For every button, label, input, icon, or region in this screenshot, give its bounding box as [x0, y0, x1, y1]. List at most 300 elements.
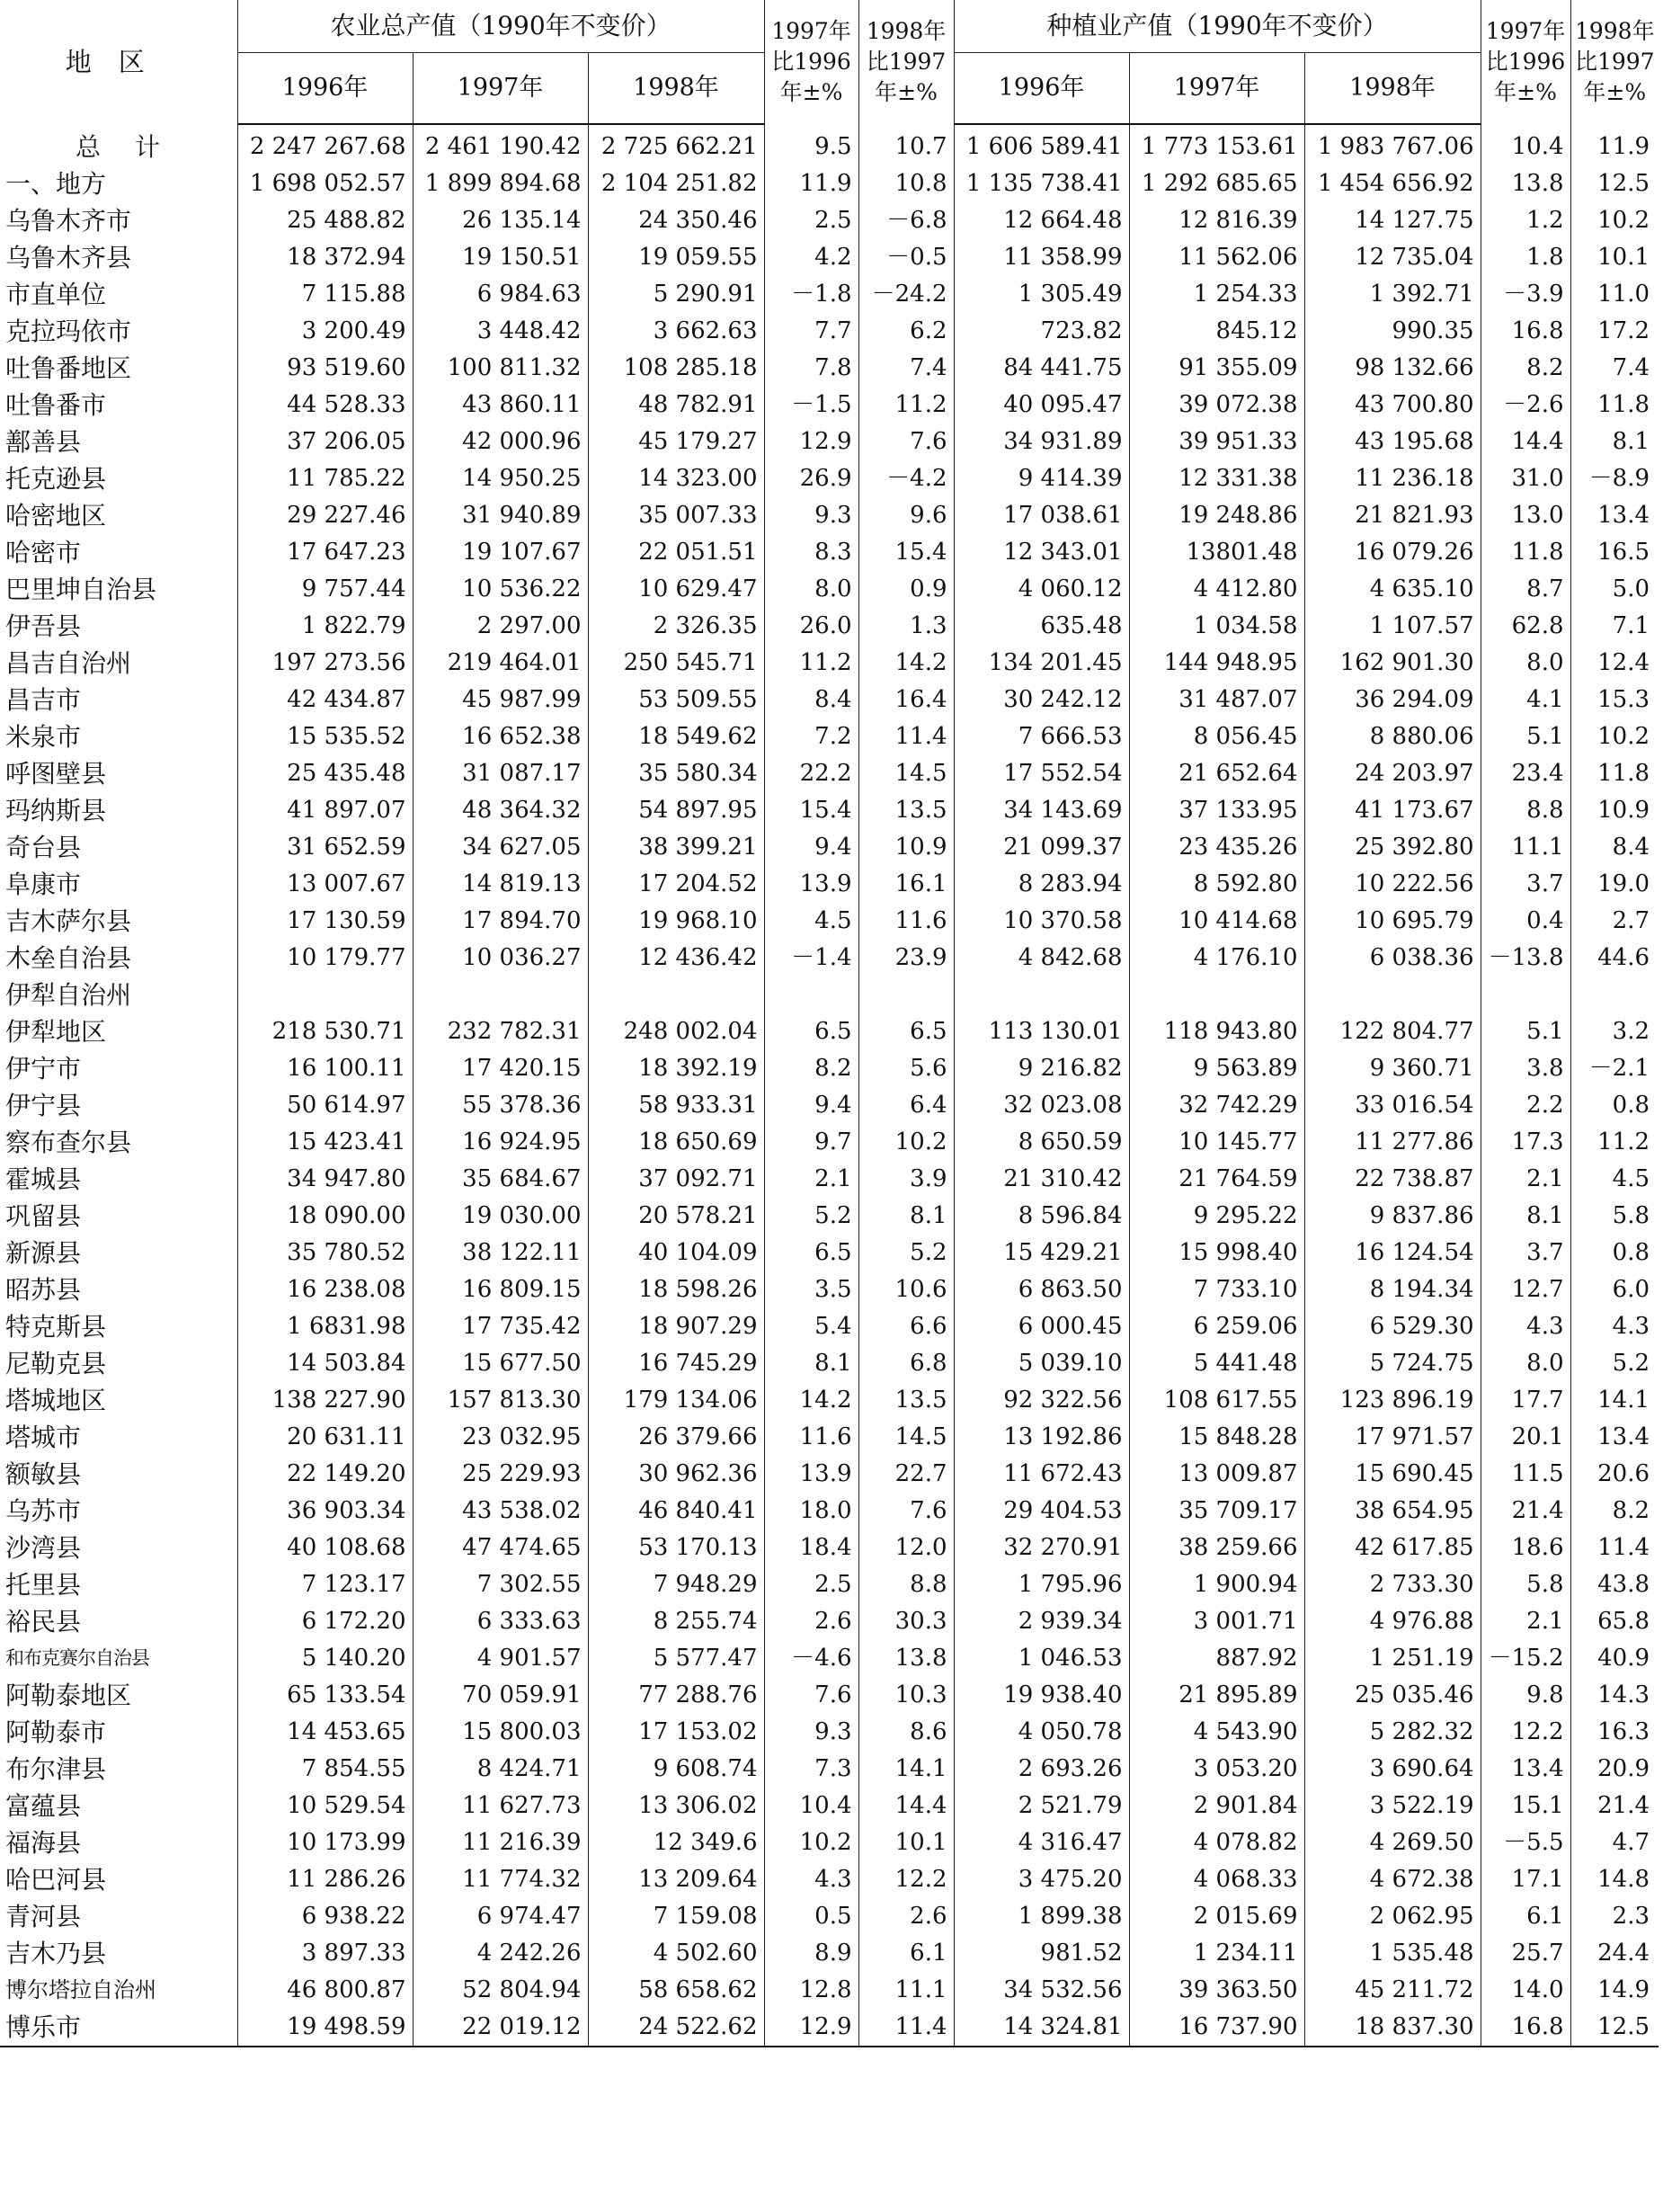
agri-1997: 3 448.42: [413, 313, 588, 350]
region-name: 福海县: [0, 1824, 237, 1861]
crop-pct-1998: 7.4: [1612, 354, 1650, 381]
crop-1996: 981.52: [954, 1935, 1129, 1972]
table-row: [0, 1972, 1659, 2009]
agri-pct-1997: 9.3: [764, 497, 858, 534]
table-row: [0, 1861, 1659, 1898]
agri-pct-1997: 26.0: [764, 608, 858, 645]
region-name: 乌苏市: [0, 1493, 237, 1530]
crop-pct-1997: －5.5: [1481, 1824, 1570, 1861]
crop-pct-1997: 2.1: [1481, 1161, 1570, 1198]
crop-1996: 11 672.43: [954, 1456, 1129, 1493]
crop-1997: 11 562.06: [1129, 239, 1304, 276]
agri-pct-1998: 10.7: [858, 124, 954, 165]
agri-1996: 41 897.07: [237, 792, 413, 829]
agri-1996: 10 173.99: [237, 1824, 413, 1861]
agri-1998: 18 598.26: [588, 1271, 764, 1308]
crop-pct-1997: 21.4: [1481, 1493, 1570, 1530]
agri-1996: 25 488.82: [237, 202, 413, 239]
agri-1997: 43 860.11: [413, 387, 588, 424]
crop-1998: 45 211.72: [1304, 1972, 1481, 2009]
crop-pct-1998: 8.4: [1612, 834, 1650, 861]
crop-pct-1998: 11.9: [1597, 132, 1650, 160]
crop-pct-1997: 2.2: [1481, 1087, 1570, 1124]
agri-pct-1998: 14.5: [858, 755, 954, 792]
crop-pct-1998: 13.4: [1597, 1423, 1650, 1450]
table-row: [0, 682, 1659, 718]
region-name: 奇台县: [0, 829, 237, 866]
crop-pct-1997: 17.1: [1481, 1861, 1570, 1898]
agri-1998: 77 288.76: [588, 1677, 764, 1714]
agri-1996: 22 149.20: [237, 1456, 413, 1493]
crop-pct-1998: －8.9: [1588, 465, 1650, 492]
crop-1997: 887.92: [1129, 1640, 1304, 1677]
crop-1997: 21 895.89: [1129, 1677, 1304, 1714]
crop-1996: 113 130.01: [954, 1013, 1129, 1050]
agri-1998: 17 204.52: [588, 866, 764, 903]
agri-1997: 17 420.15: [413, 1050, 588, 1087]
agri-1996: 9 757.44: [237, 571, 413, 608]
region-name: 伊宁市: [0, 1050, 237, 1087]
crop-1997: 118 943.80: [1129, 1013, 1304, 1050]
crop-pct-1997: 9.8: [1481, 1677, 1570, 1714]
agri-1998: 18 392.19: [588, 1050, 764, 1087]
agri-1998: 2 725 662.21: [588, 124, 764, 165]
agri-pct-1997: 18.4: [764, 1530, 858, 1566]
agri-pct-1998: 16.4: [858, 682, 954, 718]
agri-output-group-header: 农业总产值（1990年不变价）: [237, 0, 764, 53]
crop-1998: 10 695.79: [1304, 903, 1481, 940]
region-name: 阜康市: [0, 866, 237, 903]
agri-pct-1998: 5.6: [858, 1050, 954, 1087]
region-name: 昭苏县: [0, 1271, 237, 1308]
crop-1996: 15 429.21: [954, 1235, 1129, 1271]
crop-1996: 11 358.99: [954, 239, 1129, 276]
agri-1998: 54 897.95: [588, 792, 764, 829]
crop-1998: 4 635.10: [1304, 571, 1481, 608]
table-row: [0, 1566, 1659, 1603]
crop-1998: 17 971.57: [1304, 1419, 1481, 1456]
crop-pct-1997: 18.6: [1481, 1530, 1570, 1566]
crop-1998: 3 690.64: [1304, 1751, 1481, 1788]
crop-pct-1998: 5.0: [1612, 575, 1650, 602]
crop-1997: [1129, 977, 1304, 1013]
crop-pct-1998: 10.1: [1597, 244, 1650, 271]
agri-pct-1997: 7.6: [764, 1677, 858, 1714]
region-name: 托里县: [0, 1566, 237, 1603]
agri-1996: 7 854.55: [237, 1751, 413, 1788]
agri-1997: 55 378.36: [413, 1087, 588, 1124]
agri-1996: 7 115.88: [237, 276, 413, 313]
crop-1996: 29 404.53: [954, 1493, 1129, 1530]
agri-pct-1997: 7.3: [764, 1751, 858, 1788]
agri-1997: 43 538.02: [413, 1493, 588, 1530]
agri-1996: 138 227.90: [237, 1382, 413, 1419]
agri-1996: 29 227.46: [237, 497, 413, 534]
agri-1996: 6 938.22: [237, 1898, 413, 1935]
region-name: 克拉玛依市: [0, 313, 237, 350]
agri-pct-1998: 14.5: [858, 1419, 954, 1456]
crop-pct-1997: 15.1: [1481, 1788, 1570, 1824]
crop-1996: 6 863.50: [954, 1271, 1129, 1308]
agri-1997: 219 464.01: [413, 645, 588, 682]
crop-1998: 14 127.75: [1304, 202, 1481, 239]
agri-pct-1997: 15.4: [764, 792, 858, 829]
crop-year-1998-header: 1998年: [1304, 53, 1481, 125]
agri-pct-1997: 4.3: [764, 1861, 858, 1898]
crop-1996: 30 242.12: [954, 682, 1129, 718]
agri-1997: 70 059.91: [413, 1677, 588, 1714]
agri-1998: 40 104.09: [588, 1235, 764, 1271]
agri-1998: 3 662.63: [588, 313, 764, 350]
agri-pct-1997: 12.8: [764, 1972, 858, 2009]
region-name: 吉木萨尔县: [0, 903, 237, 940]
region-name: 一、地方: [0, 165, 237, 202]
agri-1996: 3 200.49: [237, 313, 413, 350]
agri-pct-1997: 8.4: [764, 682, 858, 718]
agri-pct-1998: 13.8: [858, 1640, 954, 1677]
crop-1998: 8 880.06: [1304, 718, 1481, 755]
crop-1998: 2 062.95: [1304, 1898, 1481, 1935]
agri-pct-1998: 0.9: [858, 571, 954, 608]
crop-pct-1998: 12.4: [1597, 649, 1650, 676]
region-name: 阿勒泰市: [0, 1714, 237, 1751]
crop-1997: 10 145.77: [1129, 1124, 1304, 1161]
agri-1996: 25 435.48: [237, 755, 413, 792]
crop-pct-1998: 11.8: [1597, 760, 1650, 787]
agri-1998: 4 502.60: [588, 1935, 764, 1972]
agri-pct-1998: 12.0: [858, 1530, 954, 1566]
agri-1997: 15 677.50: [413, 1345, 588, 1382]
crop-1998: 16 124.54: [1304, 1235, 1481, 1271]
agri-1997: 38 122.11: [413, 1235, 588, 1271]
region-name: 鄯善县: [0, 424, 237, 460]
agri-1996: 16 238.08: [237, 1271, 413, 1308]
agri-1998: 13 209.64: [588, 1861, 764, 1898]
agri-1996: 42 434.87: [237, 682, 413, 718]
crop-1998: 43 700.80: [1304, 387, 1481, 424]
crop-pct-1997: 8.1: [1481, 1198, 1570, 1235]
table-body: [0, 124, 1659, 2047]
agri-1996: 40 108.68: [237, 1530, 413, 1566]
crop-1996: 84 441.75: [954, 350, 1129, 387]
agri-1996: 36 903.34: [237, 1493, 413, 1530]
agri-1997: 45 987.99: [413, 682, 588, 718]
agri-1996: 34 947.80: [237, 1161, 413, 1198]
agri-1998: 12 436.42: [588, 940, 764, 977]
region-name: 伊犁地区: [0, 1013, 237, 1050]
table-row: [0, 387, 1659, 424]
table-row: [0, 1271, 1659, 1308]
crop-pct-1998: 20.6: [1597, 1460, 1650, 1487]
agri-1998: 9 608.74: [588, 1751, 764, 1788]
agri-pct-1998: 12.2: [858, 1861, 954, 1898]
crop-1997: 7 733.10: [1129, 1271, 1304, 1308]
region-name: 市直单位: [0, 276, 237, 313]
crop-1996: 3 475.20: [954, 1861, 1129, 1898]
crop-1997: 2 015.69: [1129, 1898, 1304, 1935]
agri-1996: [237, 977, 413, 1013]
crop-pct-1997: 6.1: [1481, 1898, 1570, 1935]
agri-pct-1998: 11.4: [858, 718, 954, 755]
crop-1998: 16 079.26: [1304, 534, 1481, 571]
crop-1997: 15 848.28: [1129, 1419, 1304, 1456]
agri-1996: 15 423.41: [237, 1124, 413, 1161]
agri-pct-1998: 8.8: [858, 1566, 954, 1603]
crop-1998: 41 173.67: [1304, 792, 1481, 829]
agri-pct-1997: 9.5: [764, 124, 858, 165]
table-row: [0, 1530, 1659, 1566]
table-row: [0, 1345, 1659, 1382]
agri-1997: 34 627.05: [413, 829, 588, 866]
agri-pct-1998: 2.6: [858, 1898, 954, 1935]
crop-1998: 4 269.50: [1304, 1824, 1481, 1861]
crop-1998: 4 976.88: [1304, 1603, 1481, 1640]
crop-1996: 4 060.12: [954, 571, 1129, 608]
table-row: [0, 1677, 1659, 1714]
agri-1997: 6 974.47: [413, 1898, 588, 1935]
agri-1998: 8 255.74: [588, 1603, 764, 1640]
agri-pct-1998: 7.6: [858, 1493, 954, 1530]
pct-1997-header: [764, 0, 858, 124]
agri-pct-1998: 23.9: [858, 940, 954, 977]
crop-1998: 162 901.30: [1304, 645, 1481, 682]
crop-pct-1998: 12.5: [1597, 170, 1650, 197]
crop-1998: 25 035.46: [1304, 1677, 1481, 1714]
agri-1998: 108 285.18: [588, 350, 764, 387]
agri-1998: 58 933.31: [588, 1087, 764, 1124]
agri-1998: 18 650.69: [588, 1124, 764, 1161]
agri-1997: 31 940.89: [413, 497, 588, 534]
agri-1998: 38 399.21: [588, 829, 764, 866]
agri-pct-1997: 2.6: [764, 1603, 858, 1640]
agri-pct-1997: 22.2: [764, 755, 858, 792]
region-name: 塔城市: [0, 1419, 237, 1456]
crop-pct-1997: 13.0: [1481, 497, 1570, 534]
crop-pct-1998: 6.0: [1612, 1276, 1650, 1303]
agri-pct-1997: [764, 977, 858, 1013]
agri-1996: 1 698 052.57: [237, 165, 413, 202]
agri-1997: 14 819.13: [413, 866, 588, 903]
crop-1996: 1 135 738.41: [954, 165, 1129, 202]
crop-pct-1998: 0.8: [1612, 1092, 1650, 1119]
agri-year-1996-header: 1996年: [237, 53, 413, 125]
agri-1997: 19 030.00: [413, 1198, 588, 1235]
crop-1996: 12 664.48: [954, 202, 1129, 239]
region-name: 阿勒泰地区: [0, 1677, 237, 1714]
agri-1997: 100 811.32: [413, 350, 588, 387]
crop-1998: 10 222.56: [1304, 866, 1481, 903]
agri-1997: 6 333.63: [413, 1603, 588, 1640]
crop-1996: 8 283.94: [954, 866, 1129, 903]
table-row: [0, 718, 1659, 755]
crop-1998: 43 195.68: [1304, 424, 1481, 460]
agri-1998: 48 782.91: [588, 387, 764, 424]
agri-1998: 7 948.29: [588, 1566, 764, 1603]
crop-1996: 21 099.37: [954, 829, 1129, 866]
crop-pct-1998: 40.9: [1597, 1645, 1650, 1672]
table-row: [0, 1235, 1659, 1271]
crop-1996: 1 046.53: [954, 1640, 1129, 1677]
agri-1996: 13 007.67: [237, 866, 413, 903]
crop-pct-1997: 4.1: [1481, 682, 1570, 718]
region-name: 哈密地区: [0, 497, 237, 534]
agri-1998: 7 159.08: [588, 1898, 764, 1935]
crop-1996: 34 931.89: [954, 424, 1129, 460]
agri-pct-1997: 5.4: [764, 1308, 858, 1345]
crop-pct-1998: 4.5: [1612, 1165, 1650, 1192]
crop-1997: 38 259.66: [1129, 1530, 1304, 1566]
crop-1997: 1 773 153.61: [1129, 124, 1304, 165]
crop-pct-1998: 11.8: [1597, 391, 1650, 418]
crop-1997: 39 951.33: [1129, 424, 1304, 460]
crop-1998: 5 724.75: [1304, 1345, 1481, 1382]
agri-pct-1997: 11.6: [764, 1419, 858, 1456]
crop-pct-1998: 20.9: [1597, 1755, 1650, 1782]
crop-pct-1997: 3.7: [1481, 1235, 1570, 1271]
crop-1996: 19 938.40: [954, 1677, 1129, 1714]
crop-1997: 39 072.38: [1129, 387, 1304, 424]
crop-pct-1997: 5.8: [1481, 1566, 1570, 1603]
agri-pct-1997: 6.5: [764, 1013, 858, 1050]
crop-pct-1997: 8.2: [1481, 350, 1570, 387]
region-name: 呼图壁县: [0, 755, 237, 792]
crop-pct-1997: 20.1: [1481, 1419, 1570, 1456]
crop-1996: 4 842.68: [954, 940, 1129, 977]
agri-1996: 6 172.20: [237, 1603, 413, 1640]
agri-pct-1997: 7.7: [764, 313, 858, 350]
agri-pct-1997: 13.9: [764, 866, 858, 903]
crop-pct-1998: 8.2: [1612, 1497, 1650, 1524]
region-name: 哈密市: [0, 534, 237, 571]
crop-pct-1997: 13.4: [1481, 1751, 1570, 1788]
table-row: [0, 202, 1659, 239]
agri-1998: 37 092.71: [588, 1161, 764, 1198]
agri-1998: 35 580.34: [588, 755, 764, 792]
crop-pct-1997: －2.6: [1481, 387, 1570, 424]
crop-1997: 1 292 685.65: [1129, 165, 1304, 202]
table-row: [0, 350, 1659, 387]
crop-1996: 8 596.84: [954, 1198, 1129, 1235]
agri-1996: 31 652.59: [237, 829, 413, 866]
crop-1998: 122 804.77: [1304, 1013, 1481, 1050]
region-name: 木垒自治县: [0, 940, 237, 977]
crop-1996: 2 693.26: [954, 1751, 1129, 1788]
table-row: [0, 1898, 1659, 1935]
agri-1996: 218 530.71: [237, 1013, 413, 1050]
crop-pct-1997: 11.8: [1481, 534, 1570, 571]
crop-1998: 1 983 767.06: [1304, 124, 1481, 165]
crop-1997: 39 363.50: [1129, 1972, 1304, 2009]
agri-pct-1997: 7.2: [764, 718, 858, 755]
crop-1996: 14 324.81: [954, 2009, 1129, 2047]
crop-1996: 1 795.96: [954, 1566, 1129, 1603]
table-row: [0, 534, 1659, 571]
crop-pct-1998: 14.3: [1597, 1681, 1650, 1708]
agri-1997: 42 000.96: [413, 424, 588, 460]
crop-pct-1998: 5.8: [1612, 1202, 1650, 1229]
table-row: [0, 460, 1659, 497]
agri-1997: 4 242.26: [413, 1935, 588, 1972]
crop-pct-1997: 25.7: [1481, 1935, 1570, 1972]
agri-pct-1997: －1.8: [764, 276, 858, 313]
table-row: [0, 1714, 1659, 1751]
crop-pct-1997: 62.8: [1481, 608, 1570, 645]
pct-1998-line1: 1998年: [866, 18, 947, 44]
crop-1997: 8 056.45: [1129, 718, 1304, 755]
crop-1998: 6 038.36: [1304, 940, 1481, 977]
region-name: 额敏县: [0, 1456, 237, 1493]
agri-pct-1998: 9.6: [858, 497, 954, 534]
region-name: 巴里坤自治县: [0, 571, 237, 608]
crop-pct-1998: 21.4: [1597, 1792, 1650, 1819]
crop-1997: 1 034.58: [1129, 608, 1304, 645]
region-name: 特克斯县: [0, 1308, 237, 1345]
crop-1997: 4 176.10: [1129, 940, 1304, 977]
agri-pct-1998: 5.2: [858, 1235, 954, 1271]
crop-1996: 9 216.82: [954, 1050, 1129, 1087]
crop-1996: 34 143.69: [954, 792, 1129, 829]
table-row: [0, 424, 1659, 460]
agri-1998: 2 326.35: [588, 608, 764, 645]
agri-1997: 31 087.17: [413, 755, 588, 792]
region-name: 新源县: [0, 1235, 237, 1271]
crop-1997: 1 234.11: [1129, 1935, 1304, 1972]
agri-pct-1998: 3.9: [858, 1161, 954, 1198]
region-name: 青河县: [0, 1898, 237, 1935]
agri-1997: 16 924.95: [413, 1124, 588, 1161]
agri-pct-1997: 11.9: [764, 165, 858, 202]
agri-1996: 5 140.20: [237, 1640, 413, 1677]
agri-pct-1998: 6.1: [858, 1935, 954, 1972]
crop-1998: 98 132.66: [1304, 350, 1481, 387]
crop-pct-1998: 13.4: [1597, 502, 1650, 529]
table-row: [0, 497, 1659, 534]
agri-1996: 18 372.94: [237, 239, 413, 276]
crop-1997: 9 295.22: [1129, 1198, 1304, 1235]
crop-1996: 635.48: [954, 608, 1129, 645]
agri-pct-1998: 11.2: [858, 387, 954, 424]
agri-1997: 11 774.32: [413, 1861, 588, 1898]
crop-pct-1997: 1.8: [1481, 239, 1570, 276]
agri-pct-1997: 3.5: [764, 1271, 858, 1308]
region-name: 富蕴县: [0, 1788, 237, 1824]
agri-1996: 14 503.84: [237, 1345, 413, 1382]
agri-1997: 19 150.51: [413, 239, 588, 276]
crop-1997: 31 487.07: [1129, 682, 1304, 718]
agri-pct-1997: －1.5: [764, 387, 858, 424]
crop-1997: 15 998.40: [1129, 1235, 1304, 1271]
agri-1997: 22 019.12: [413, 2009, 588, 2047]
agri-1996: 1 6831.98: [237, 1308, 413, 1345]
agri-pct-1997: 13.9: [764, 1456, 858, 1493]
crop-1997: 35 709.17: [1129, 1493, 1304, 1530]
crop-1998: 21 821.93: [1304, 497, 1481, 534]
table-row: [0, 866, 1659, 903]
agri-pct-1997: －4.6: [764, 1640, 858, 1677]
crop-pct-1997-line1: 1997年: [1485, 18, 1566, 44]
region-name: 博尔塔拉自治州: [0, 1972, 237, 2009]
agri-pct-1997: 11.2: [764, 645, 858, 682]
agri-1997: 11 627.73: [413, 1788, 588, 1824]
crop-1997: 21 764.59: [1129, 1161, 1304, 1198]
crop-1996: 1 899.38: [954, 1898, 1129, 1935]
agri-1998: 14 323.00: [588, 460, 764, 497]
table-row: [0, 1493, 1659, 1530]
crop-1997: 37 133.95: [1129, 792, 1304, 829]
crop-pct-1998: 11.4: [1597, 1534, 1650, 1561]
crop-pct-1997: 12.7: [1481, 1271, 1570, 1308]
region-name: 伊宁县: [0, 1087, 237, 1124]
